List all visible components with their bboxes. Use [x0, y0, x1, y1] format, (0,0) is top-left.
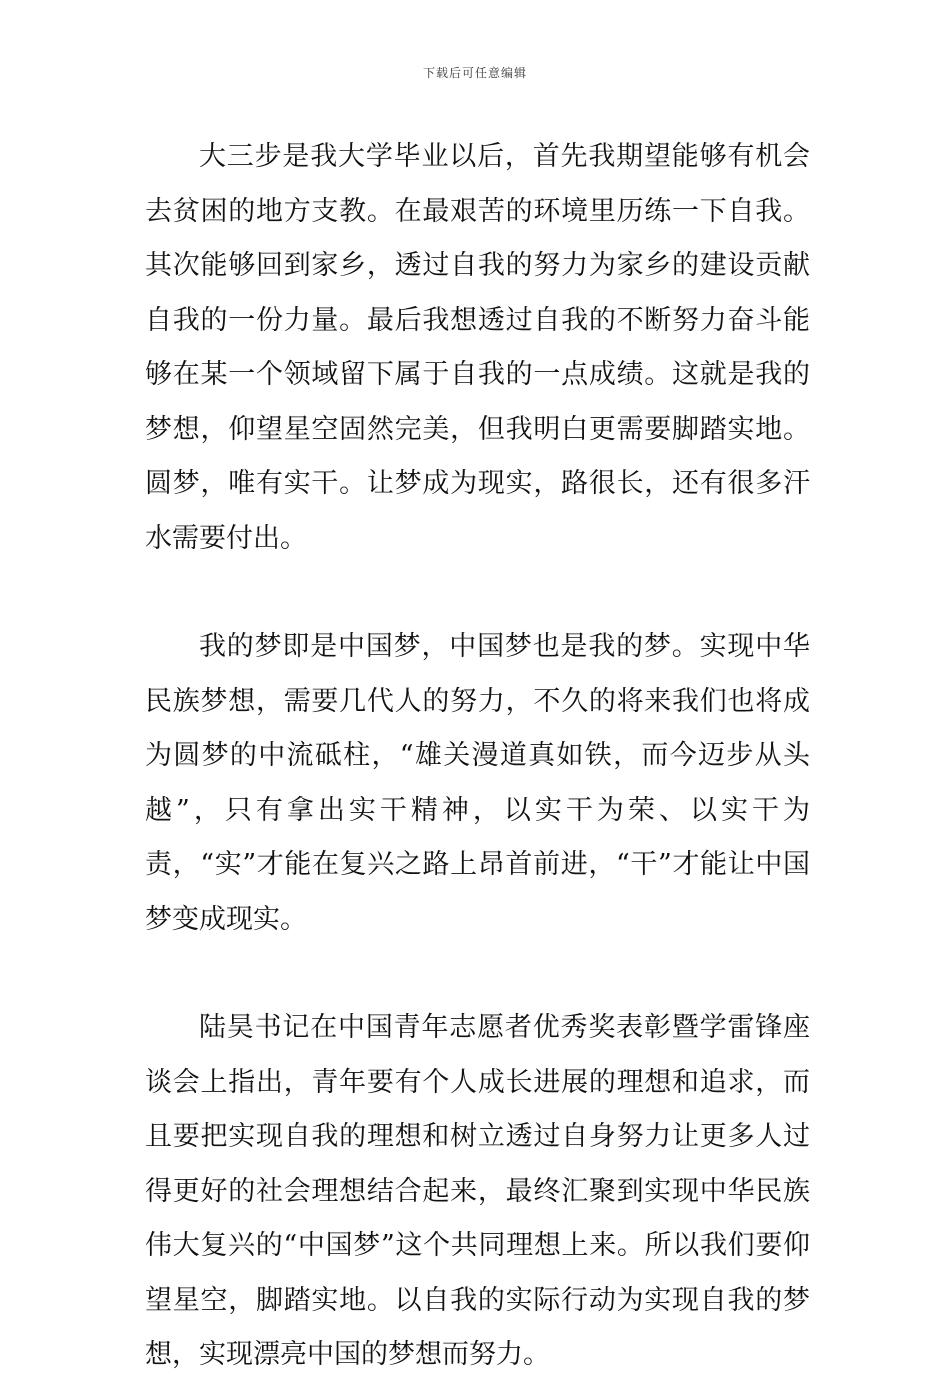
paragraph-1: 大三步是我大学毕业以后，首先我期望能够有机会去贫困的地方支教。在最艰苦的环境里历练一下自我。其次能够回到家乡，透过自我的努力为家乡的建设贡献自我的一份力量。最后我想透过自我的不断努力奋斗能够在某一个领域留下属于自我的一点成绩。这就是我的梦想，仰望星空固然完美，但我明白更需要脚踏实地。圆梦，唯有实干。让梦成为现实，路很长，还有很多汗水需要付出。	[145, 141, 810, 554]
document-body	[145, 130, 810, 1383]
page-header-note: 下载后可任意编辑	[422, 66, 527, 80]
paragraph-3: 陆昊书记在中国青年志愿者优秀奖表彰暨学雷锋座谈会上指出，青年要有个人成长进展的理想和追求，而且要把实现自我的理想和树立透过自身努力让更多人过得更好的社会理想结合起来，最终汇聚到实现中华民族伟大复兴的“中国梦”这个共同理想上来。所以我们要仰望星空，脚踏实地。以自我的实际行动为实现自我的梦想，实现漂亮中国的梦想而努力。	[145, 1012, 810, 1370]
paragraph-2: 我的梦即是中国梦，中国梦也是我的梦。实现中华民族梦想，需要几代人的努力，不久的将来我们也将成为圆梦的中流砥柱，“雄关漫道真如铁，而今迈步从头越”，只有拿出实干精神，以实干为荣、以实干为责，“实”才能在复兴之路上昂首前进，“干”才能让中国梦变成现实。	[145, 631, 810, 935]
